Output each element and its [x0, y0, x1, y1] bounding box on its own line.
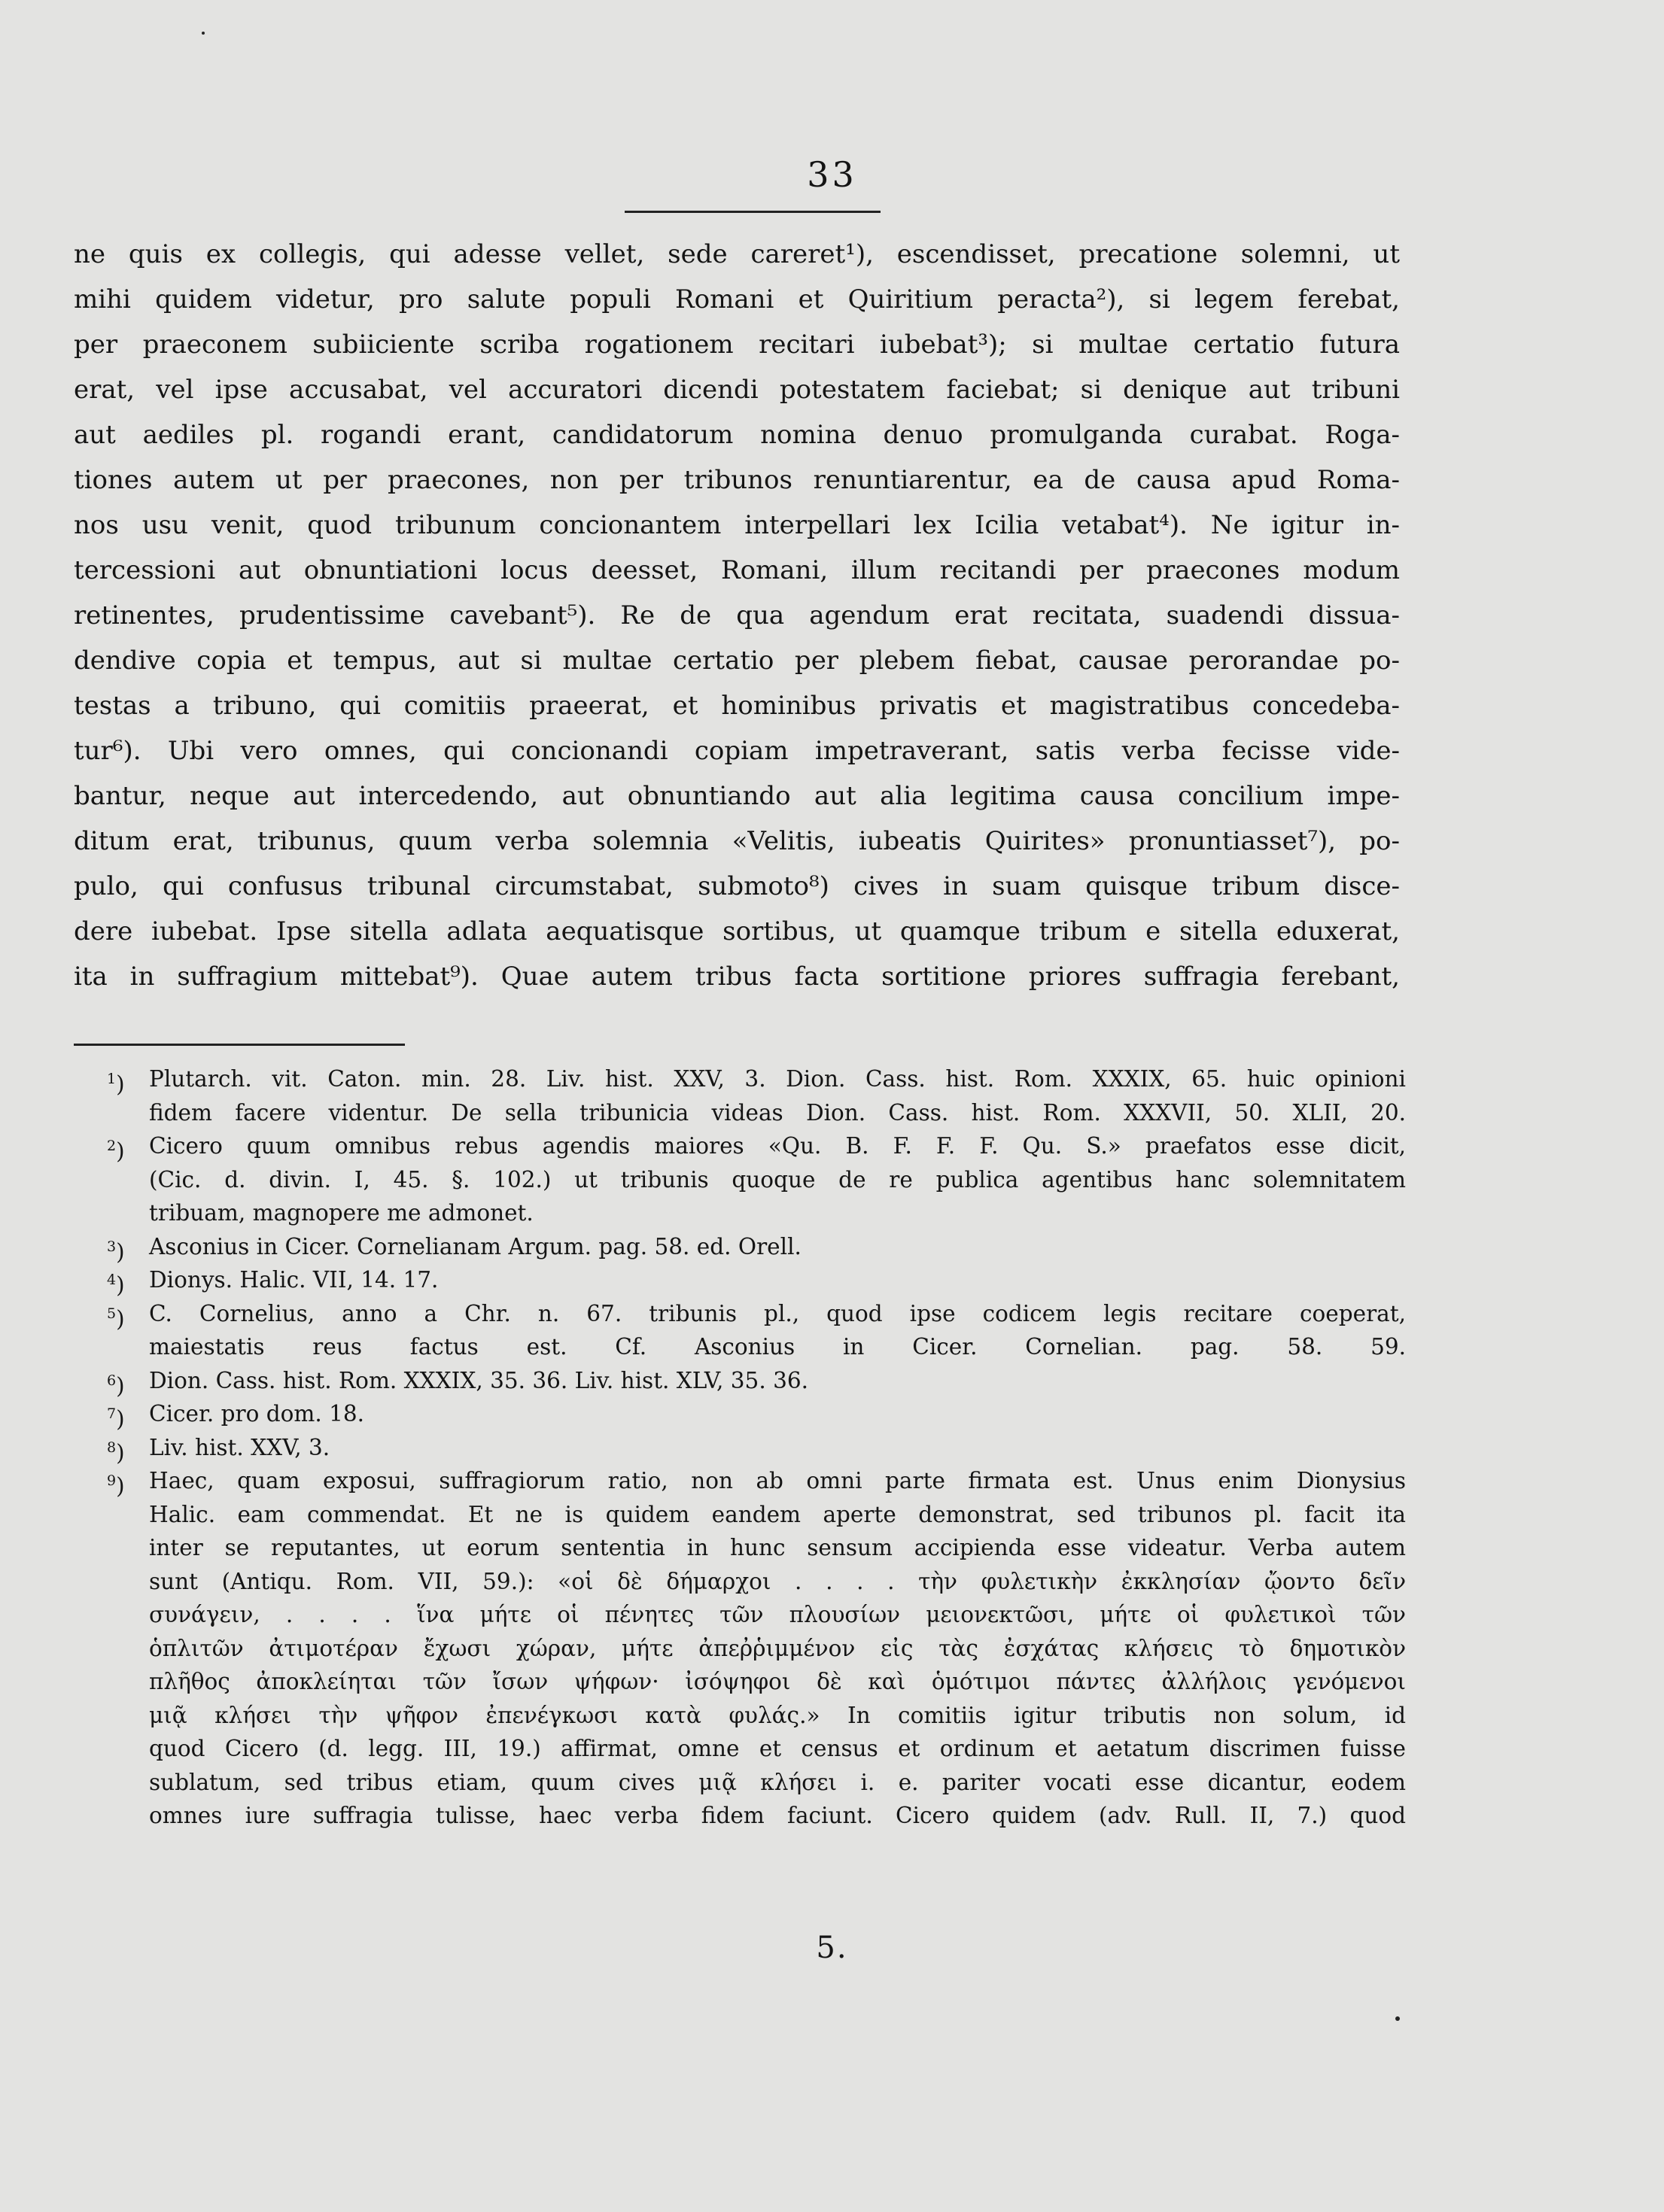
- footnote-label: $^9$): [107, 1472, 125, 1499]
- text-line: pulo, qui confusus tribunal circumstabat, submoto⁸) cives in suam quisque tribum disce-: [74, 871, 1400, 901]
- footnote-line: Cicer. pro dom. 18.: [149, 1401, 365, 1427]
- footnote-number: 3: [107, 1238, 117, 1255]
- main-text: [74, 232, 1400, 999]
- footnote-number: 8: [107, 1439, 117, 1456]
- footnote-label: $^2$): [107, 1138, 125, 1164]
- footnote-label: $^6$): [107, 1372, 125, 1399]
- footnote: [74, 1129, 1406, 1230]
- footnote-line: sunt (Antiqu. Rom. VII, 59.): «οἱ δὲ δήμαρχοι . . . . τὴν φυλετικὴν ἐκκλησίαν ᾤοντο δεῖν: [149, 1568, 1406, 1594]
- footnote: [74, 1297, 1406, 1364]
- ink-speck: [202, 32, 205, 35]
- footnote-line: Halic. eam commendat. Et ne is quidem eandem aperte demonstrat, sed tribunos pl. facit ita: [149, 1501, 1406, 1527]
- footnote-number: 9: [107, 1472, 117, 1489]
- footnote-line: Asconius in Cicer. Cornelianam Argum. pag. 58. ed. Orell.: [149, 1233, 802, 1259]
- footnote: [74, 1263, 1406, 1297]
- footnote-line: μιᾷ κλήσει τὴν ψῆφον ἐπενέγκωσι κατὰ φυλάς.» In comitiis igitur tributis non solum, id: [149, 1702, 1406, 1728]
- ink-speck: [1395, 2016, 1400, 2021]
- footnote-label: $^4$): [107, 1272, 125, 1298]
- footnote-line: quod Cicero (d. legg. III, 19.) affirmat, omne et census et ordinum et aetatum discrimen fuisse: [149, 1736, 1406, 1761]
- footnote-line: Dionys. Halic. VII, 14. 17.: [149, 1267, 439, 1293]
- footnote-line: Liv. hist. XXV, 3.: [149, 1434, 330, 1460]
- text-line: retinentes, prudentissime cavebant⁵). Re de qua agendum erat recitata, suadendi dissua-: [74, 600, 1400, 630]
- text-line: ditum erat, tribunus, quum verba solemnia «Velitis, iubeatis Quirites» pronuntiasset⁷), po-: [74, 826, 1400, 856]
- footnote-line: Cicero quum omnibus rebus agendis maiores «Qu. B. F. F. F. Qu. S.» praefatos esse dicit,: [149, 1133, 1406, 1159]
- footnote-line: maiestatis reus factus est. Cf. Asconius in Cicer. Cornelian. pag. 58. 59.: [149, 1334, 1406, 1360]
- text-line: mihi quidem videtur, pro salute populi Romani et Quiritium peracta²), si legem ferebat,: [74, 284, 1400, 314]
- footnote-number: 1: [107, 1071, 117, 1087]
- header-rule: [625, 211, 881, 213]
- footnote-line: (Cic. d. divin. I, 45. §. 102.) ut tribunis quoque de re publica agentibus hanc solemnitatem: [149, 1166, 1406, 1193]
- text-line: ita in suffragium mittebat⁹). Quae autem tribus facta sortitione priores suffragia ferebant,: [74, 962, 1400, 992]
- text-line: tercessioni aut obnuntiationi locus deesset, Romani, illum recitandi per praecones modum: [74, 555, 1400, 585]
- footnote-label: $^3$): [107, 1238, 125, 1265]
- text-line: tiones autem ut per praecones, non per tribunos renuntiarentur, ea de causa apud Roma-: [74, 465, 1400, 495]
- footnote: [74, 1397, 1406, 1431]
- footnote: [74, 1464, 1406, 1833]
- footnote-line: omnes iure suffragia tulisse, haec verba fidem faciunt. Cicero quidem (adv. Rull. II, 7.) quod: [149, 1803, 1406, 1828]
- footnote-number: 4: [107, 1272, 117, 1288]
- footnote-line: συνάγειν, . . . . ἵνα μήτε οἱ πένητες τῶν πλουσίων μειονεκτῶσι, μήτε οἱ φυλετικοὶ τῶν: [149, 1602, 1406, 1627]
- footnote-line: Dion. Cass. hist. Rom. XXXIX, 35. 36. Liv. hist. XLV, 35. 36.: [149, 1367, 808, 1393]
- footnote-line: fidem facere videntur. De sella tribunicia videas Dion. Cass. hist. Rom. XXXVII, 50. XLII, 20.: [149, 1099, 1406, 1126]
- footnotes: [74, 1062, 1406, 1833]
- footnote-line: πλῆθος ἀποκλείηται τῶν ἴσων ψήφων· ἰσόψηφοι δὲ καὶ ὁμότιμοι πάντες ἀλλήλοις γενόμενοι: [149, 1669, 1406, 1694]
- footnote-line: Haec, quam exposui, suffragiorum ratio, non ab omni parte firmata est. Unus enim Dionysius: [149, 1468, 1406, 1493]
- text-line: aut aediles pl. rogandi erant, candidatorum nomina denuo promulganda curabat. Roga-: [74, 420, 1400, 450]
- footnote-line: ὁπλιτῶν ἀτιμοτέραν ἔχωσι χώραν, μήτε ἀπεῤῥιμμένον εἰς τὰς ἐσχάτας κλήσεις τὸ δημοτικὸν: [149, 1635, 1406, 1661]
- page-number: 33: [807, 154, 857, 195]
- text-line: nos usu venit, quod tribunum concionantem interpellari lex Icilia vetabat⁴). Ne igitur in-: [74, 510, 1400, 540]
- footnote: [74, 1062, 1406, 1129]
- footnote-number: 7: [107, 1405, 117, 1422]
- footnote: [74, 1431, 1406, 1465]
- footnote-separator: [74, 1044, 405, 1046]
- footnote-line: Plutarch. vit. Caton. min. 28. Liv. hist. XXV, 3. Dion. Cass. hist. Rom. XXXIX, 65. huic opinioni: [149, 1066, 1406, 1092]
- footnote-label: $^7$): [107, 1405, 125, 1432]
- footnote-line: sublatum, sed tribus etiam, quum cives μιᾷ κλήσει i. e. pariter vocati esse dicantur, eodem: [149, 1769, 1406, 1795]
- text-line: tur⁶). Ubi vero omnes, qui concionandi copiam impetraverant, satis verba fecisse vide-: [74, 736, 1400, 766]
- text-line: per praeconem subiiciente scriba rogationem recitari iubebat³); si multae certatio futura: [74, 330, 1400, 360]
- footnote-number: 5: [107, 1305, 117, 1322]
- footnote-line: tribuam, magnopere me admonet.: [149, 1200, 534, 1226]
- footnote: [74, 1364, 1406, 1398]
- text-line: dere iubebat. Ipse sitella adlata aequatisque sortibus, ut quamque tribum e sitella eduxerat,: [74, 916, 1400, 946]
- text-line: erat, vel ipse accusabat, vel accuratori dicendi potestatem faciebat; si denique aut tribuni: [74, 375, 1400, 405]
- footnote-label: $^5$): [107, 1305, 125, 1332]
- footnote-line: C. Cornelius, anno a Chr. n. 67. tribunis pl., quod ipse codicem legis recitare coeperat,: [149, 1300, 1406, 1326]
- footnote-number: 2: [107, 1138, 117, 1154]
- footnote: [74, 1230, 1406, 1264]
- text-line: bantur, neque aut intercedendo, aut obnuntiando aut alia legitima causa concilium impe-: [74, 781, 1400, 811]
- footnote-line: inter se reputantes, ut eorum sententia in hunc sensum accipienda esse videatur. Verba autem: [149, 1535, 1406, 1560]
- text-line: testas a tribuno, qui comitiis praeerat, et hominibus privatis et magistratibus concedeba-: [74, 691, 1400, 721]
- footnote-label: $^1$): [107, 1071, 125, 1097]
- footnote-number: 6: [107, 1372, 117, 1389]
- text-line: ne quis ex collegis, qui adesse vellet, sede careret¹), escendisset, precatione solemni, ut: [74, 239, 1400, 269]
- text-line: dendive copia et tempus, aut si multae certatio per plebem fiebat, causae perorandae po-: [74, 646, 1400, 676]
- signature-mark: 5.: [816, 1931, 848, 1965]
- footnote-label: $^8$): [107, 1439, 125, 1466]
